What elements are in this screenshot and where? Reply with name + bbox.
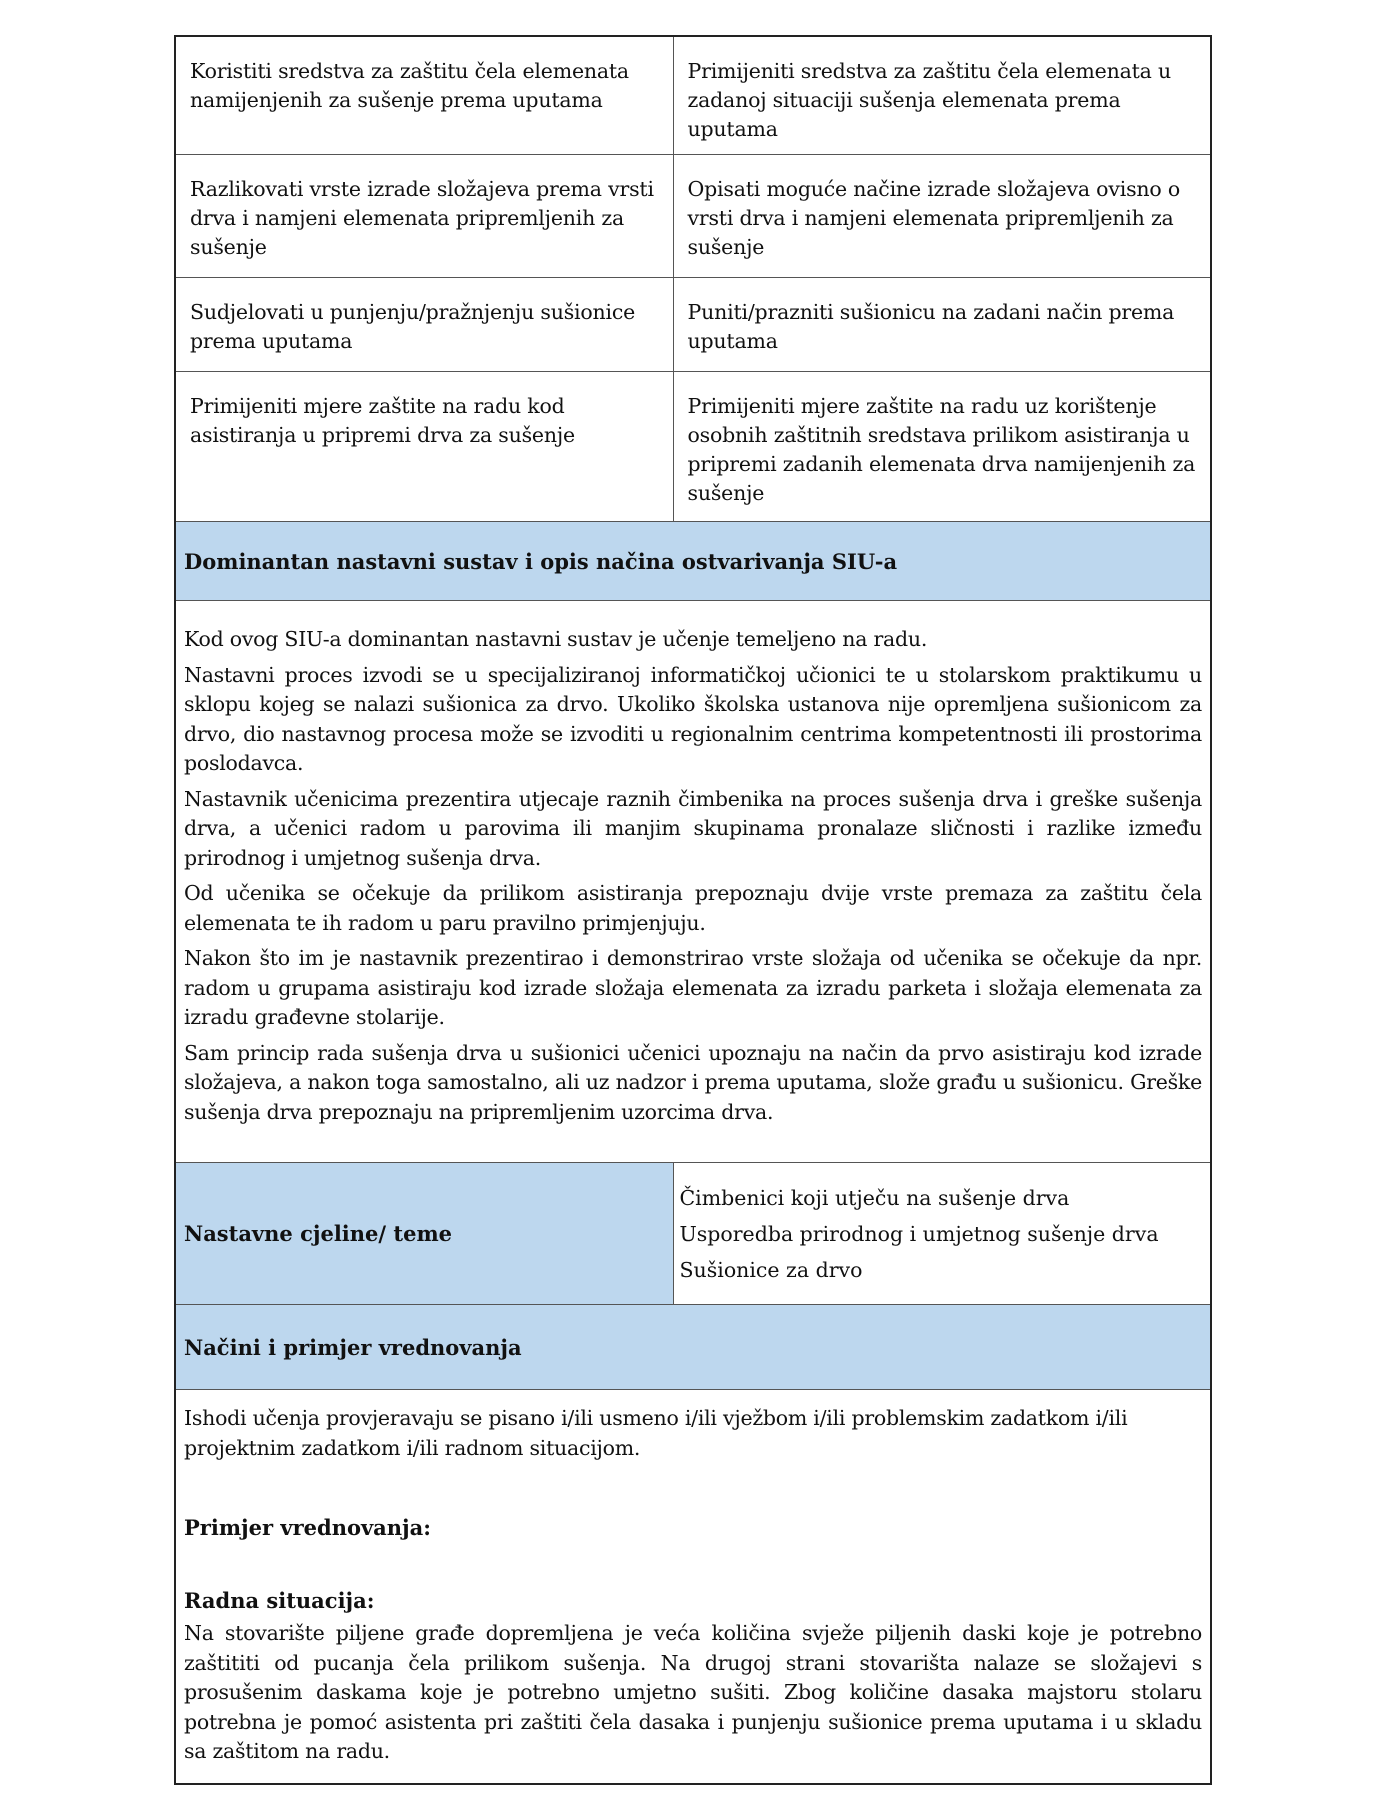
outcome-cell-right (673, 278, 1211, 372)
example-label: Primjer vrednovanja: (184, 1515, 432, 1540)
outcome-cell-right (673, 155, 1211, 278)
evaluation-body-row (175, 1390, 1211, 1784)
topic-item: Sušionice za drvo (679, 1257, 863, 1282)
evaluation-header-cell (175, 1305, 1211, 1390)
outcome-cell-right (673, 36, 1211, 155)
outcome-row (175, 155, 1211, 278)
section-header-row (175, 1305, 1211, 1390)
paragraph: Kod ovog SIU-a dominantan nastavni sustav je učenje temeljeno na radu. (184, 627, 928, 651)
outcome-cell-left (175, 155, 673, 278)
outcome-cell-left (175, 36, 673, 155)
paragraph: Nastavni proces izvodi se u specijaliziranoj informatičkoj učionici te u stolarskom praktikumu u sklopu kojeg se nalazi sušionica za drvo. Ukoliko školska ustanova nije opremljena sušionicom za drvo, dio nastavnog procesa može se izvoditi u regionalnim centrima kompetentnosti ili prostorima poslodavca. (184, 662, 1202, 775)
outcome-text: Puniti/prazniti sušionicu na zadani način prema uputama (687, 300, 1175, 353)
topics-list (674, 1176, 1211, 1292)
paragraph: Nakon što im je nastavnik prezentirao i demonstrirao vrste složaja od učenika se očekuje da npr. radom u grupama asistiraju kod izrade složaja elemenata za izradu parketa i složaja elemenata za izradu građevne stolarije. (184, 946, 1202, 1029)
situation-label: Radna situacija: (184, 1588, 375, 1613)
topic-item: Usporedba prirodnog i umjetnog sušenje drva (679, 1221, 1159, 1246)
evaluation-heading: Načini i primjer vrednovanja (184, 1334, 522, 1360)
outcome-text: Koristiti sredstva za zaštitu čela elemenata namijenjenih za sušenje prema uputama (190, 59, 629, 112)
outcome-text: Razlikovati vrste izrade složajeva prema vrsti drva i namjeni elemenata pripremljenih za sušenje (190, 177, 654, 259)
outcome-row (175, 278, 1211, 372)
evaluation-body-cell (175, 1390, 1211, 1784)
section-header-row (175, 522, 1211, 601)
situation-text: Na stovarište piljene građe dopremljena je veća količina svježe piljenih daski koje je potrebno zaštititi od pucanja čela prilikom sušenja. Na drugoj strani stovarišta nalaze se složajevi s prosušenim daskama koje je potrebno umjetno sušiti. Zbog količine dasaka majstoru stolaru potrebna je pomoć asistenta pri zaštiti čela dasaka i punjenju sušionice prema uputama i u skladu sa zaštitom na radu. (184, 1621, 1202, 1763)
outcome-text: Sudjelovati u punjenju/pražnjenju sušionice prema uputama (190, 300, 636, 353)
outcome-text: Primijeniti sredstva za zaštitu čela elemenata u zadanoj situaciji sušenja elemenata prema uputama (687, 59, 1171, 141)
topics-label-cell (175, 1163, 673, 1305)
dominant-system-header-cell (175, 522, 1211, 601)
paragraph: Od učenika se očekuje da prilikom asistiranja prepoznaju dvije vrste premaza za zaštitu čela elemenata te ih radom u paru pravilno primjenjuju. (184, 881, 1202, 935)
outcome-cell-left (175, 278, 673, 372)
outcome-cell-right (673, 372, 1211, 522)
outcome-text: Primijeniti mjere zaštite na radu kod asistiranja u pripremi drva za sušenje (190, 394, 575, 447)
topic-item: Čimbenici koji utječu na sušenje drva (679, 1185, 1070, 1210)
dominant-system-text (176, 601, 1210, 1143)
topics-label: Nastavne cjeline/ teme (184, 1221, 453, 1246)
curriculum-table (174, 35, 1212, 1785)
paragraph: Sam princip rada sušenja drva u sušionici učenici upoznaju na način da prvo asistiraju kod izrade složajeva, a nakon toga samostalno, ali uz nadzor i prema uputama, slože građu u sušionicu. Greške sušenja drva prepoznaju na pripremljenim uzorcima drva. (184, 1040, 1202, 1124)
outcome-cell-left (175, 372, 673, 522)
dominant-system-heading: Dominantan nastavni sustav i opis načina ostvarivanja SIU-a (184, 548, 898, 574)
topics-list-cell (673, 1163, 1211, 1305)
outcome-text: Opisati moguće načine izrade složajeva ovisno o vrsti drva i namjeni elemenata pripremljenih za sušenje (687, 177, 1180, 259)
dominant-system-body-cell (175, 601, 1211, 1163)
outcome-text: Primijeniti mjere zaštite na radu uz korištenje osobnih zaštitnih sredstava prilikom asistiranja u pripremi zadanih elemenata drva namijenjenih za sušenje (687, 394, 1196, 505)
paragraph: Nastavnik učenicima prezentira utjecaje raznih čimbenika na proces sušenja drva i greške sušenja drva, a učenici radom u parovima ili manjim skupinama pronalaze sličnosti i razlike između prirodnog i umjetnog sušenja drva. (184, 786, 1202, 870)
evaluation-intro: Ishodi učenja provjeravaju se pisano i/ili usmeno i/ili vježbom i/ili problemskim zadatkom i/ili projektnim zadatkom i/ili radnom situacijom. (184, 1406, 1128, 1460)
outcome-row (175, 36, 1211, 155)
evaluation-text (176, 1390, 1210, 1783)
outcome-row (175, 372, 1211, 522)
topics-row (175, 1163, 1211, 1305)
dominant-system-body-row (175, 601, 1211, 1163)
